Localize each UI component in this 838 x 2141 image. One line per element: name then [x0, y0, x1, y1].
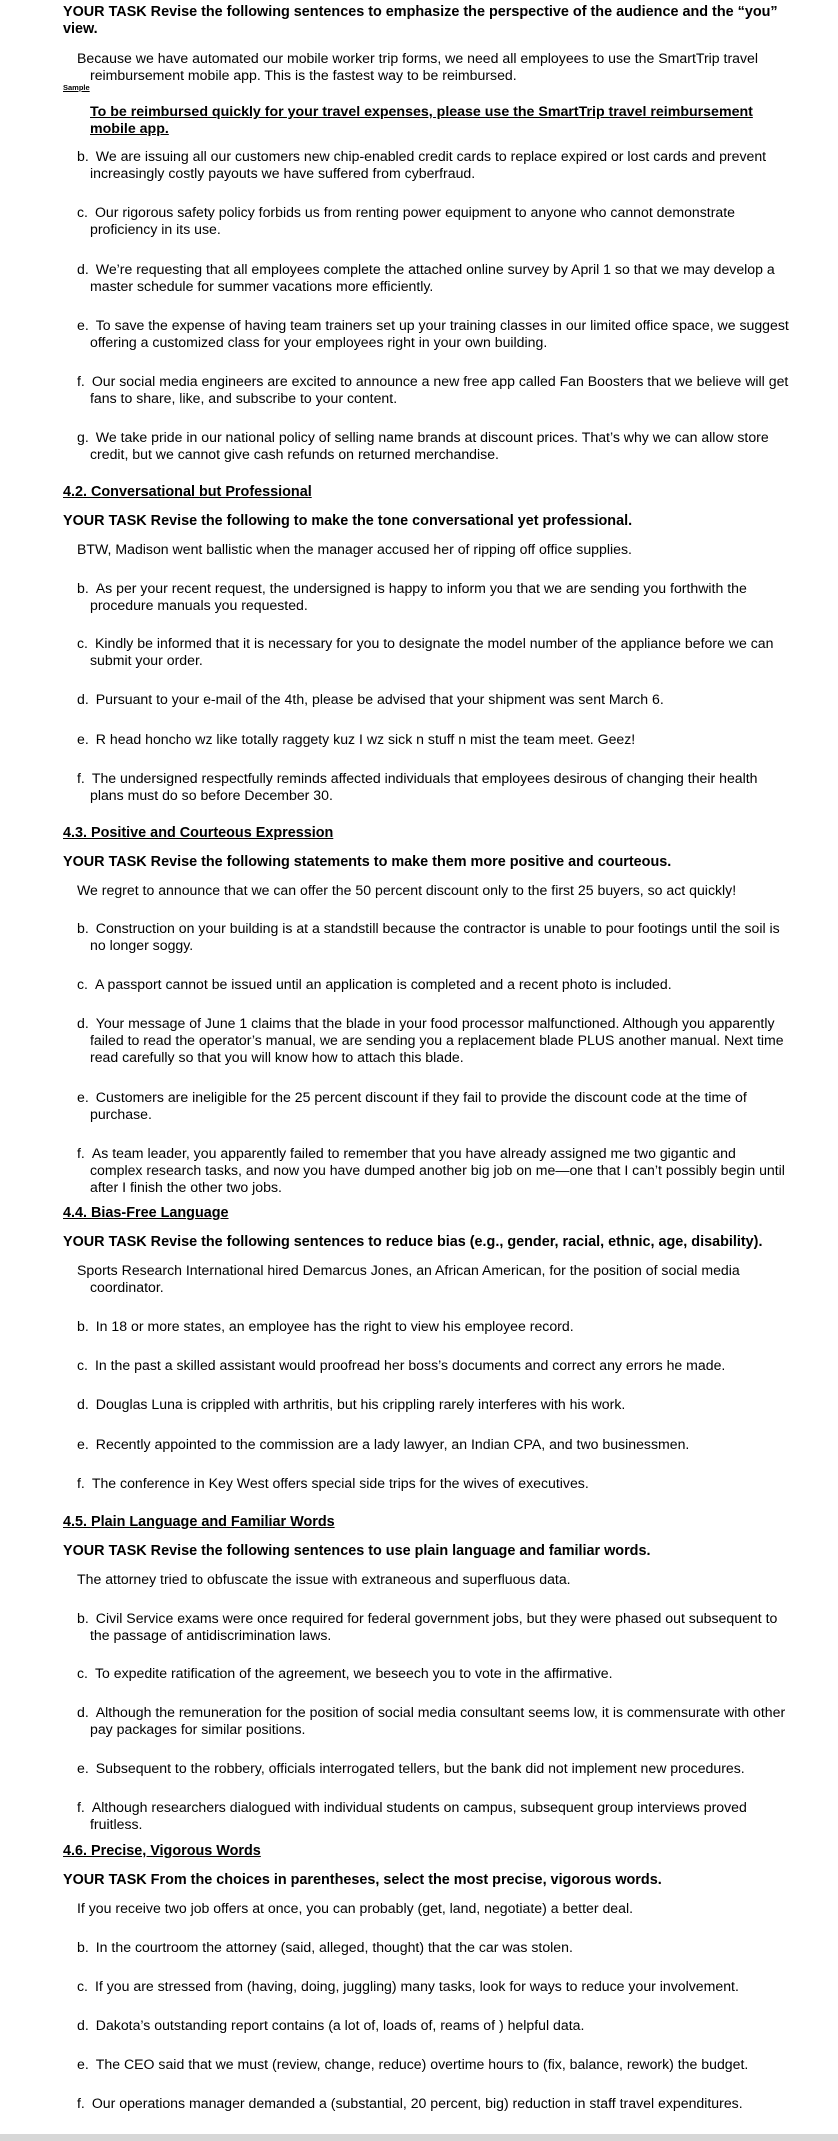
item-label: e. [77, 317, 89, 333]
item-text: In the past a skilled assistant would proofread her boss’s documents and correct any errors he made. [94, 1357, 726, 1373]
exercise-item-4-6-a [77, 1900, 790, 1917]
exercise-item-4-4-f [77, 1475, 790, 1492]
item-label: b. [77, 148, 89, 164]
item-text: We are issuing all our customers new chip-enabled credit cards to replace expired or lost cards and prevent increasingly costly payouts we have suffered from cyberfraud. [90, 148, 767, 181]
item-label: g. [77, 429, 89, 445]
item-text: If you are stressed from (having, doing, juggling) many tasks, look for ways to reduce your involvement. [94, 1978, 739, 1994]
item-label: c. [77, 976, 88, 992]
item-label: e. [77, 1436, 89, 1452]
item-label: b. [77, 1939, 89, 1955]
exercise-item-4-3-b [77, 920, 790, 954]
item-text: As per your recent request, the undersigned is happy to inform you that we are sending you forthwith the procedure manuals you requested. [90, 580, 747, 613]
task-instruction-4-6: YOUR TASK From the choices in parentheses, select the most precise, vigorous words. [63, 1872, 662, 1888]
item-text: Kindly be informed that it is necessary for you to designate the model number of the appliance before we can submit your order. [90, 635, 774, 668]
item-text: Although the remuneration for the position of social media consultant seems low, it is commensurate with other pay packages for similar positions. [90, 1704, 786, 1737]
exercise-item-4-6-d [77, 2017, 790, 2034]
item-label: b. [77, 1610, 89, 1626]
task-instruction-4-4: YOUR TASK Revise the following sentences to reduce bias (e.g., gender, racial, ethnic, age, disability). [63, 1234, 763, 1250]
item-label: e. [77, 1760, 89, 1776]
exercise-item-4-5-c [77, 1665, 790, 1682]
item-label: b. [77, 1318, 89, 1334]
exercise-item-4-5-e [77, 1760, 790, 1777]
exercise-item-4-6-f [77, 2095, 790, 2112]
exercise-item-4-2-a [77, 541, 790, 558]
exercise-item-4-2-d [77, 691, 790, 708]
exercise-item-4-1-c [77, 204, 790, 238]
item-text: Our social media engineers are excited to announce a new free app called Fan Boosters that we believe will get fans to share, like, and subscribe to your content. [90, 373, 789, 406]
item-label: d. [77, 1396, 89, 1412]
exercise-item-4-5-b [77, 1610, 790, 1644]
item-text: The undersigned respectfully reminds affected individuals that employees desirous of changing their health plans must do so before December 30. [90, 770, 758, 803]
section-title-4-3: 4.3. Positive and Courteous Expression [63, 825, 334, 841]
item-label: f. [77, 1475, 85, 1491]
exercise-item-4-1-e [77, 317, 790, 351]
section-title-4-6: 4.6. Precise, Vigorous Words [63, 1843, 261, 1859]
item-label: c. [77, 1665, 88, 1681]
item-label: c. [77, 635, 88, 651]
item-text: If you receive two job offers at once, you can probably (get, land, negotiate) a better deal. [77, 1900, 634, 1916]
item-text: Construction on your building is at a standstill because the contractor is unable to pour footings until the soil is no longer soggy. [90, 920, 780, 953]
task-instruction-4-2: YOUR TASK Revise the following to make the tone conversational yet professional. [63, 513, 633, 529]
item-text: Our rigorous safety policy forbids us from renting power equipment to anyone who cannot demonstrate proficiency in its use. [90, 204, 736, 237]
item-text: The conference in Key West offers special side trips for the wives of executives. [91, 1475, 589, 1491]
item-text: Civil Service exams were once required for federal government jobs, but they were phased out subsequent to the passage of antidiscrimination laws. [90, 1610, 778, 1643]
exercise-item-4-1-b [77, 148, 790, 182]
item-text: To expedite ratification of the agreement, we beseech you to vote in the affirmative. [94, 1665, 613, 1681]
exercise-item-4-2-b [77, 580, 790, 614]
exercise-item-4-3-a [77, 882, 790, 899]
exercise-item-4-2-f [77, 770, 790, 804]
item-text: Pursuant to your e-mail of the 4th, please be advised that your shipment was sent March 6. [95, 691, 664, 707]
exercise-item-4-4-c [77, 1357, 790, 1374]
item-label: d. [77, 1704, 89, 1720]
sample-label: Sample [63, 83, 90, 92]
item-label: d. [77, 1015, 89, 1031]
exercise-item-4-5-a [77, 1571, 790, 1588]
item-label: f. [77, 1145, 85, 1161]
exercise-item-4-1-f [77, 373, 790, 407]
item-label: f. [77, 770, 85, 786]
item-text: Douglas Luna is crippled with arthritis, but his crippling rarely interferes with his work. [95, 1396, 626, 1412]
task-instruction-4-3: YOUR TASK Revise the following statements to make them more positive and courteous. [63, 854, 672, 870]
exercise-item-4-6-e [77, 2056, 790, 2073]
item-text: The attorney tried to obfuscate the issue with extraneous and superfluous data. [77, 1571, 571, 1587]
item-text: In the courtroom the attorney (said, alleged, thought) that the car was stolen. [95, 1939, 573, 1955]
item-text: The CEO said that we must (review, change, reduce) overtime hours to (fix, balance, rework) the budget. [95, 2056, 749, 2072]
item-text: Your message of June 1 claims that the blade in your food processor malfunctioned. Although you apparently failed to read the operator’s manual, we are sending you a replacement blade PLUS another manual. Next time read carefully so that you will know how to attach this blade. [90, 1015, 784, 1065]
item-label: b. [77, 920, 89, 936]
task-instruction-4-5: YOUR TASK Revise the following sentences to use plain language and familiar words. [63, 1543, 651, 1559]
exercise-item-4-4-d [77, 1396, 790, 1413]
item-text: Customers are ineligible for the 25 percent discount if they fail to provide the discount code at the time of purchase. [90, 1089, 747, 1122]
item-label: d. [77, 261, 89, 277]
section-title-4-4: 4.4. Bias-Free Language [63, 1205, 229, 1221]
item-label: e. [77, 2056, 89, 2072]
exercise-item-4-4-b [77, 1318, 790, 1335]
item-text: R head honcho wz like totally raggety kuz I wz sick n stuff n mist the team meet. Geez! [95, 731, 636, 747]
item-text: To save the expense of having team trainers set up your training classes in our limited office space, we suggest offering a customized class for your employees right in your own building. [90, 317, 789, 350]
item-text: As team leader, you apparently failed to remember that you have already assigned me two gigantic and complex research tasks, and now you have dumped another big job on me—one that I can’t possibly begin until after I finish the other two jobs. [90, 1145, 785, 1195]
exercise-item-4-6-b [77, 1939, 790, 1956]
exercise-item-4-3-c [77, 976, 790, 993]
item-text: A passport cannot be issued until an application is completed and a recent photo is included. [94, 976, 672, 992]
item-text: Although researchers dialogued with individual students on campus, subsequent group interviews proved fruitless. [90, 1799, 747, 1832]
item-label: f. [77, 1799, 85, 1815]
item-label: c. [77, 1357, 88, 1373]
exercise-item-4-5-d [77, 1704, 790, 1738]
sample-answer: To be reimbursed quickly for your travel expenses, please use the SmartTrip travel reimbursement mobile app. [90, 104, 753, 137]
item-text: Dakota’s outstanding report contains (a lot of, loads of, reams of ) helpful data. [95, 2017, 585, 2033]
item-label: f. [77, 2095, 85, 2111]
exercise-item-4-1-g [77, 429, 790, 463]
item-text: Because we have automated our mobile worker trip forms, we need all employees to use the SmartTrip travel reimbursement mobile app. This is the fastest way to be reimbursed. [77, 50, 758, 83]
section-title-4-5: 4.5. Plain Language and Familiar Words [63, 1514, 335, 1530]
item-text: Subsequent to the robbery, officials interrogated tellers, but the bank did not implement new procedures. [95, 1760, 745, 1776]
item-text: We take pride in our national policy of selling name brands at discount prices. That’s why we can allow store credit, but we cannot give cash refunds on returned merchandise. [90, 429, 769, 462]
item-label: b. [77, 580, 89, 596]
item-text: Recently appointed to the commission are a lady lawyer, an Indian CPA, and two businessmen. [95, 1436, 690, 1452]
item-text: We’re requesting that all employees complete the attached online survey by April 1 so that we may develop a master schedule for summer vacations more efficiently. [90, 261, 775, 294]
item-text: In 18 or more states, an employee has the right to view his employee record. [95, 1318, 574, 1334]
item-label: c. [77, 1978, 88, 1994]
exercise-item-4-3-f [77, 1145, 790, 1196]
item-text: Our operations manager demanded a (substantial, 20 percent, big) reduction in staff travel expenditures. [91, 2095, 743, 2111]
item-text: We regret to announce that we can offer the 50 percent discount only to the first 25 buyers, so act quickly! [77, 882, 737, 898]
item-text: BTW, Madison went ballistic when the manager accused her of ripping off office supplies. [77, 541, 632, 557]
exercise-item-4-6-c [77, 1978, 790, 1995]
exercise-item-4-3-e [77, 1089, 790, 1123]
item-label: d. [77, 2017, 89, 2033]
item-text: Sports Research International hired Demarcus Jones, an African American, for the position of social media coordinator. [77, 1262, 740, 1295]
exercise-item-4-5-f [77, 1799, 790, 1833]
exercise-item-4-4-e [77, 1436, 790, 1453]
exercise-item-4-4-a [77, 1262, 790, 1296]
exercise-item-4-1-d [77, 261, 790, 295]
page-bottom-edge [0, 2134, 838, 2141]
item-label: f. [77, 373, 85, 389]
item-label: e. [77, 1089, 89, 1105]
exercise-item-4-3-d [77, 1015, 790, 1066]
item-label: c. [77, 204, 88, 220]
exercise-item-4-2-c [77, 635, 790, 669]
section-title-4-2: 4.2. Conversational but Professional [63, 484, 312, 500]
exercise-item-4-2-e [77, 731, 790, 748]
item-label: d. [77, 691, 89, 707]
item-label: e. [77, 731, 89, 747]
task-instruction-4-1: YOUR TASK Revise the following sentences to emphasize the perspective of the audience and the “you” view. [63, 4, 778, 37]
exercise-item-4-1-a [77, 50, 790, 84]
